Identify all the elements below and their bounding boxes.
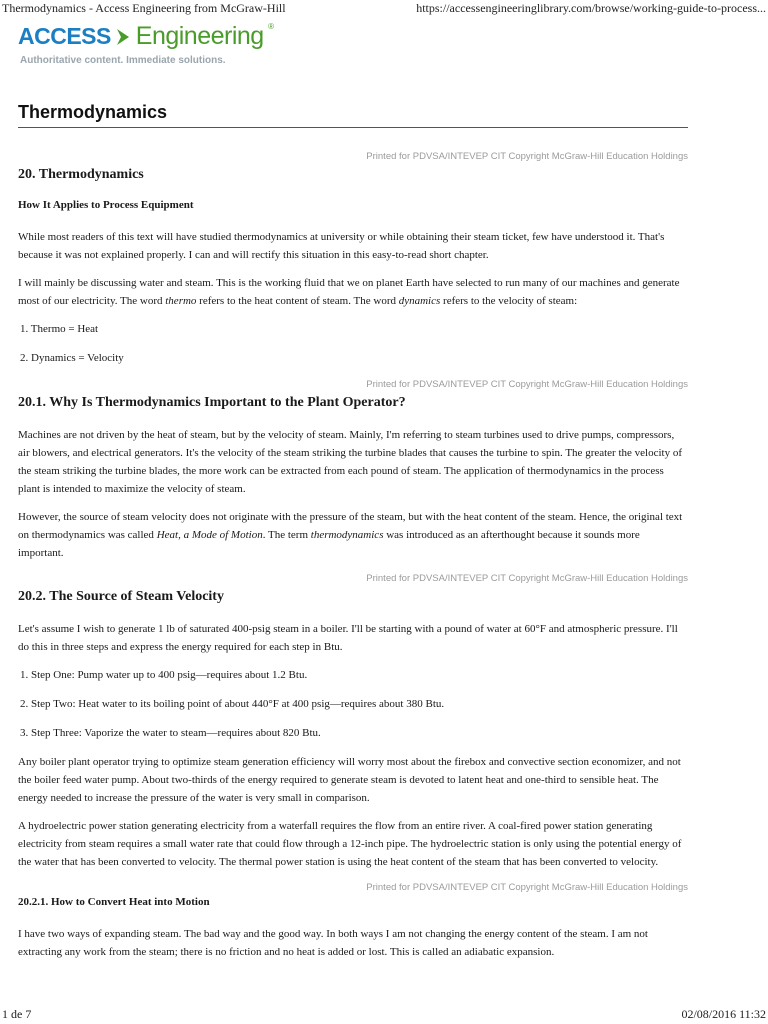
- emphasis: Heat, a Mode of Motion: [156, 529, 263, 541]
- list-item: 2. Dynamics = Velocity: [20, 352, 124, 364]
- logo-arrow-icon: [116, 27, 130, 47]
- print-notice: Printed for PDVSA/INTEVEP CIT Copyright McGraw-Hill Education Holdings: [366, 151, 688, 162]
- paragraph: Machines are not driven by the heat of steam, but by the velocity of steam. Mainly, I'm referring to steam turbines used to drive pumps, compressors, air blowers, and electrical generators. It's the velocity of the steam striking the turbine blades that causes the turbine to spin. The greater the velocity of the steam striking the turbine blades, the more work can be extracted from each pound of steam. The application of thermodynamics in the process plant is intended to maximize the velocity of steam.: [18, 429, 683, 495]
- paragraph: However, the source of steam velocity does not originate with the pressure of the steam, but with the heat content of the steam. Hence, the original text on thermodynamics was called Heat, a Mode of Motion. The term thermodynamics was introduced as an afterthought because it sounds more important.: [18, 511, 683, 559]
- list-item: 1. Thermo = Heat: [20, 323, 99, 335]
- print-datetime: 02/08/2016 11:32: [681, 1007, 766, 1021]
- list-item: 2. Step Two: Heat water to its boiling point of about 440°F at 400 psig—requires about 380 Btu.: [20, 698, 445, 710]
- tagline: Authoritative content. Immediate solutions.: [20, 55, 226, 66]
- print-footer: [0, 1006, 768, 1022]
- section-heading-20: 20. Thermodynamics: [18, 167, 144, 182]
- emphasis: dynamics: [398, 295, 441, 307]
- print-header-title: Thermodynamics - Access Engineering from McGraw-Hill: [2, 1, 286, 15]
- list-item: 1. Step One: Pump water up to 400 psig—requires about 1.2 Btu.: [20, 669, 308, 681]
- logo-access-text: ACCESS: [18, 23, 111, 49]
- logo-engineering-text: Engineering: [135, 22, 264, 50]
- print-notice: Printed for PDVSA/INTEVEP CIT Copyright McGraw-Hill Education Holdings: [366, 379, 688, 390]
- emphasis: thermo: [165, 295, 197, 307]
- print-notice: Printed for PDVSA/INTEVEP CIT Copyright McGraw-Hill Education Holdings: [366, 573, 688, 584]
- section-heading-20-2: 20.2. The Source of Steam Velocity: [18, 589, 224, 604]
- subheading-how-it-applies: How It Applies to Process Equipment: [18, 199, 194, 211]
- paragraph: I will mainly be discussing water and steam. This is the working fluid that we on planet Earth have selected to run many of our machines and generate most of our electricity. The word thermo refers to the heat content of steam. The word dynamics refers to the velocity of steam:: [18, 277, 680, 307]
- article-content: [18, 150, 688, 971]
- paragraph: I have two ways of expanding steam. The bad way and the good way. In both ways I am not changing the energy content of the steam. I am not extracting any work from the steam; there is no friction and no heat is added or lost. This is called an adiabatic expansion.: [18, 928, 648, 958]
- section-heading-20-1: 20.1. Why Is Thermodynamics Important to the Plant Operator?: [18, 395, 406, 410]
- list-item: 3. Step Three: Vaporize the water to steam—requires about 820 Btu.: [20, 727, 321, 739]
- print-header-url[interactable]: https://accessengineeringlibrary.com/browse/working-guide-to-process...: [416, 1, 766, 15]
- page-title: Thermodynamics: [18, 102, 688, 128]
- print-notice: Printed for PDVSA/INTEVEP CIT Copyright McGraw-Hill Education Holdings: [366, 882, 688, 893]
- paragraph: Let's assume I wish to generate 1 lb of saturated 400-psig steam in a boiler. I'll be starting with a pound of water at 60°F and atmospheric pressure. I'll do this in three steps and express the energy required for each step in Btu.: [18, 623, 678, 653]
- emphasis: thermodynamics: [310, 529, 384, 541]
- page-number: 1 de 7: [2, 1007, 32, 1021]
- paragraph: Any boiler plant operator trying to optimize steam generation efficiency will worry most about the firebox and convective section economizer, and not the boiler feed water pump. About two-thirds of the energy required to generate steam is devoted to latent heat and one-third to sensible heat. The energy needed to increase the pressure of the water is very small in comparison.: [18, 756, 681, 804]
- subheading-20-2-1: 20.2.1. How to Convert Heat into Motion: [18, 896, 210, 908]
- access-engineering-logo[interactable]: [18, 22, 274, 56]
- paragraph: While most readers of this text will have studied thermodynamics at university or while obtaining their steam ticket, few have understood it. That's because it was not explained properly. I can and will rectify this situation in this easy-to-read short chapter.: [18, 231, 665, 261]
- logo-registered-mark: ®: [268, 22, 275, 31]
- paragraph: A hydroelectric power station generating electricity from a waterfall requires the flow from an entire river. A coal-fired power station generating electricity from steam requires a small water rate that could flow through a 12-inch pipe. The hydroelectric station is only using the potential energy of the water that has been converted to velocity. The thermal power station is using the heat content of the steam that has been converted to velocity.: [18, 820, 682, 868]
- print-header: [0, 0, 768, 16]
